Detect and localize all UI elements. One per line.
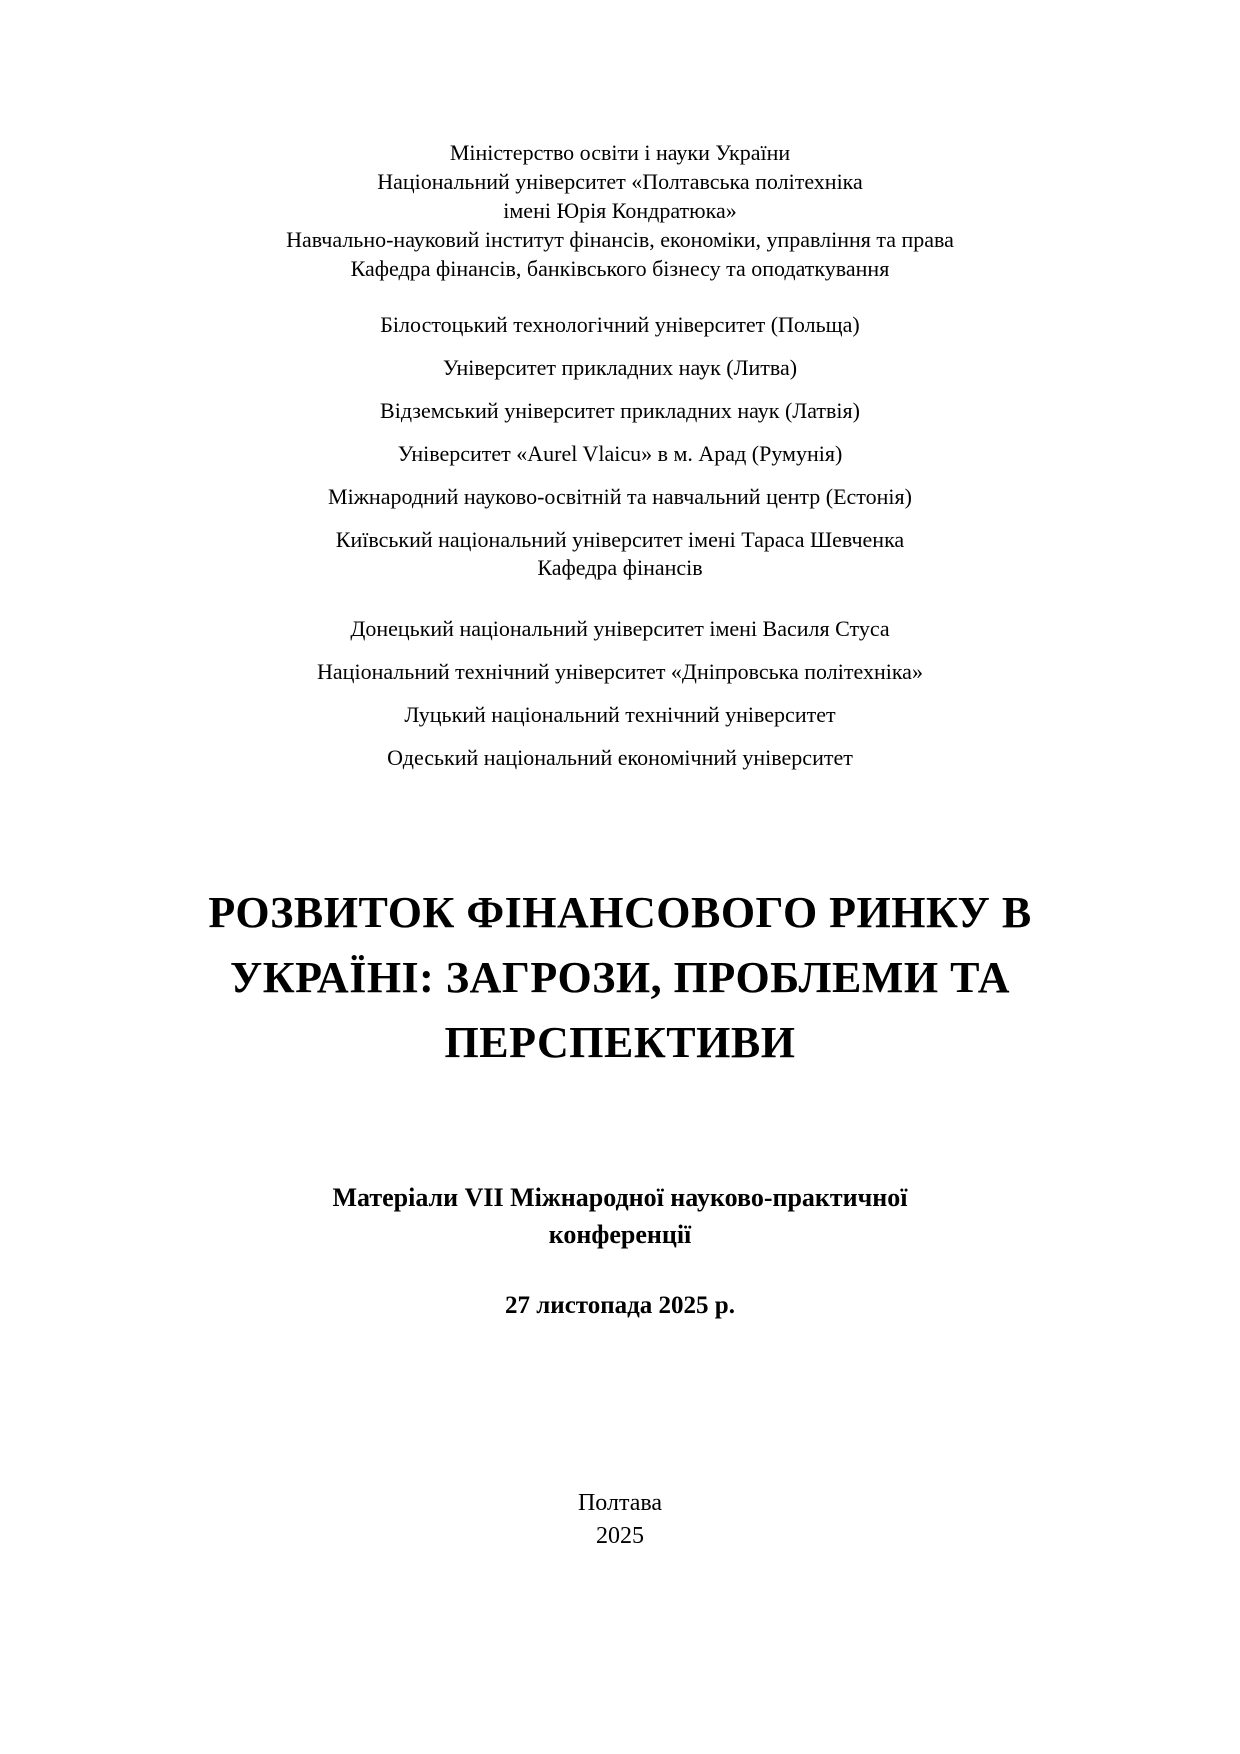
institution-donetsk: Донецький національний університет імені Василя Стуса xyxy=(350,616,890,641)
ministry-header xyxy=(0,138,1240,283)
institution-knu-department-line: Кафедра фінансів xyxy=(537,555,703,580)
conference-title-line1: РОЗВИТОК ФІНАНСОВОГО РИНКУ В xyxy=(208,888,1032,937)
partner-institutions-list xyxy=(0,311,1240,772)
institution-romania: Університет «Aurel Vlaicu» в м. Арад (Румунія) xyxy=(397,441,843,466)
ministry-line: Міністерство освіти і науки України xyxy=(449,140,791,165)
institution-knu-shevchenko xyxy=(0,526,1240,582)
conference-subtitle-line2: конференції xyxy=(548,1220,692,1249)
university-name-line1: Національний університет «Полтавська політехніка xyxy=(377,169,863,194)
institution-latvia: Відземський університет прикладних наук (Латвія) xyxy=(380,398,860,423)
conference-title xyxy=(0,880,1240,1075)
imprint xyxy=(0,1487,1240,1553)
institute-line: Навчально-науковий інститут фінансів, економіки, управління та права xyxy=(286,227,954,252)
institution-lithuania: Університет прикладних наук (Литва) xyxy=(442,355,798,380)
institution-odesa: Одеський національний економічний університет xyxy=(387,745,853,770)
institution-knu-line: Київський національний університет імені Тараса Шевченка xyxy=(335,527,905,552)
imprint-year: 2025 xyxy=(596,1523,644,1549)
imprint-city: Полтава xyxy=(577,1490,663,1516)
institution-estonia: Міжнародний науково-освітній та навчальний центр (Естонія) xyxy=(328,484,912,509)
conference-subtitle xyxy=(0,1179,1240,1253)
conference-date: 27 листопада 2025 р. xyxy=(505,1292,735,1319)
conference-subtitle-line1: Матеріали VII Міжнародної науково-практичної xyxy=(332,1183,908,1212)
conference-title-line3: ПЕРСПЕКТИВИ xyxy=(444,1018,796,1067)
university-name-line2: імені Юрія Кондратюка» xyxy=(503,198,737,223)
institution-bialystok: Білостоцький технологічний університет (Польща) xyxy=(380,312,860,337)
department-line: Кафедра фінансів, банківського бізнесу та оподаткування xyxy=(350,256,890,281)
institution-dnipro: Національний технічний університет «Дніпровська політехніка» xyxy=(317,659,923,684)
conference-title-line2: УКРАЇНІ: ЗАГРОЗИ, ПРОБЛЕМИ ТА xyxy=(229,953,1010,1002)
institution-lutsk: Луцький національний технічний університет xyxy=(404,702,836,727)
